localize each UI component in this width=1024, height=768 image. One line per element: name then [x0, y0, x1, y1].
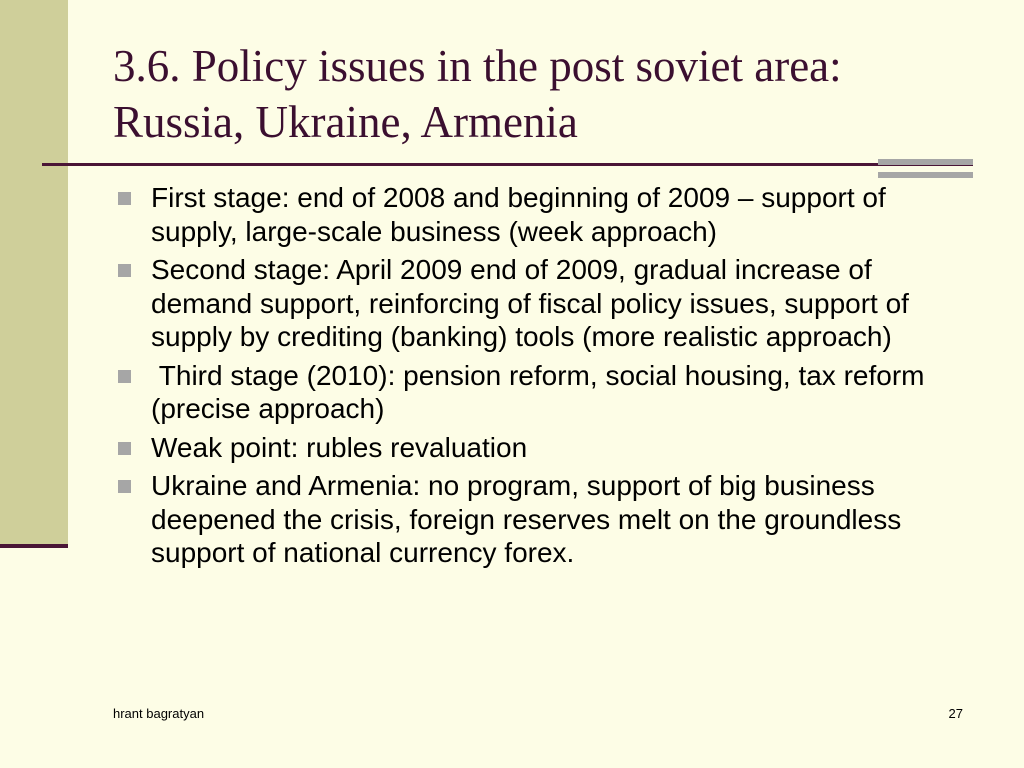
bullet-item-second-stage — [118, 253, 978, 354]
bullet-text: First stage: end of 2008 and beginning of 2009 – support of supply, large-scale business (week approach) — [151, 182, 886, 247]
left-decor-line — [0, 544, 68, 548]
bullet-list — [118, 181, 978, 575]
title-divider-accent — [878, 159, 973, 179]
bullet-text: Second stage: April 2009 end of 2009, gradual increase of demand support, reinforcing of fiscal policy issues, support of supply by crediting (banking) tools (more realistic approach) — [151, 254, 909, 352]
square-bullet-icon — [118, 192, 131, 205]
bullet-text: Ukraine and Armenia: no program, support of big business deepened the crisis, foreign reserves melt on the groundless support of national currency forex. — [151, 470, 902, 568]
bullet-item-first-stage — [118, 181, 978, 248]
bullet-text: Weak point: rubles revaluation — [151, 431, 528, 463]
title-divider — [42, 163, 973, 166]
left-decor-bar — [0, 0, 68, 544]
square-bullet-icon — [118, 480, 131, 493]
bullet-text: Third stage (2010): pension reform, social housing, tax reform (precise approach) — [151, 359, 933, 424]
slide-title: 3.6. Policy issues in the post soviet area: Russia, Ukraine, Armenia — [113, 41, 842, 147]
bullet-item-ukraine-armenia — [118, 469, 978, 570]
square-bullet-icon — [118, 370, 131, 383]
bullet-item-third-stage — [118, 359, 978, 426]
square-bullet-icon — [118, 442, 131, 455]
square-bullet-icon — [118, 264, 131, 277]
footer-author: hrant bagratyan — [113, 706, 205, 721]
bullet-item-weak-point — [118, 431, 978, 465]
page-number: 27 — [948, 706, 963, 721]
